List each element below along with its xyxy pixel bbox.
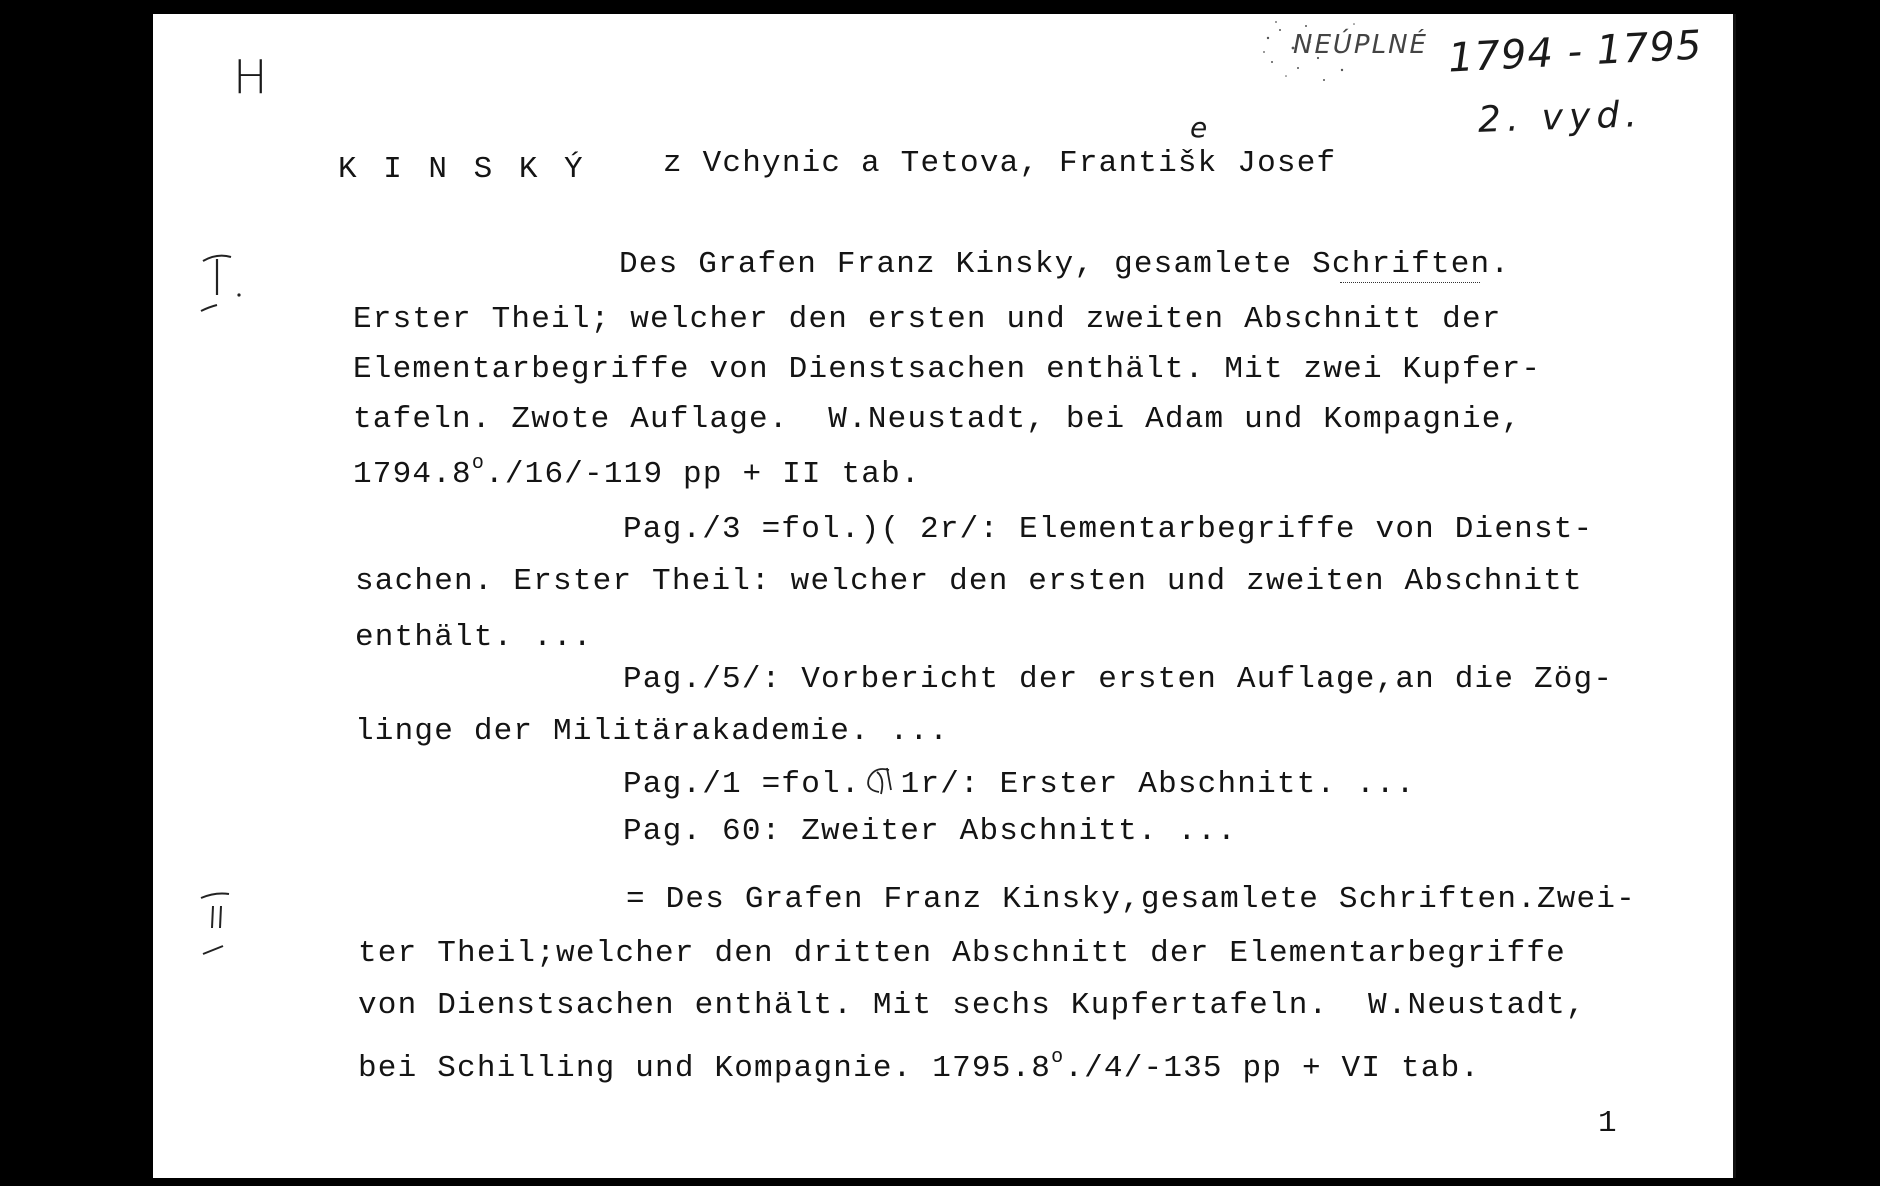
degree-mark: o <box>1051 1046 1065 1069</box>
catalog-card <box>153 14 1736 1178</box>
part-one-mark <box>195 239 265 319</box>
part1-line3: Elementarbegriffe von Dienstsachen enthält. Mit zwei Kupfer- <box>353 352 1542 387</box>
part2-line2: ter Theil;welcher den dritten Abschnitt der Elementarbegriffe <box>358 936 1566 971</box>
handwritten-years: 1794 - 1795 <box>1446 22 1704 82</box>
underline-schriften <box>1340 282 1480 283</box>
part1-line4: tafeln. Zwote Auflage. W.Neustadt, bei Adam und Kompagnie, <box>353 402 1522 437</box>
contents-1-line1: Pag./3 =fol.)( 2r/: Elementarbegriffe von Dienst- <box>623 512 1594 547</box>
heading-name: z Vchynic a Tetova, Františk Josef <box>663 146 1337 181</box>
contents-3-page: Pag./1 =fol. <box>623 767 861 802</box>
heading-surname: K I N S K Ý <box>338 152 587 187</box>
part2-line4 <box>358 1048 1480 1084</box>
contents-2-line2: linge der Militärakademie. ... <box>355 714 950 749</box>
contents-4: Pag. 60: Zweiter Abschnitt. ... <box>623 814 1237 849</box>
part1-year-format: 1794.8 <box>353 457 472 492</box>
degree-mark: o <box>471 452 486 475</box>
contents-3-title: 1r/: Erster Abschnitt. ... <box>900 767 1416 802</box>
handwritten-insert-icon <box>861 764 901 798</box>
part2-line1: = Des Grafen Franz Kinsky,gesamlete Schriften.Zwei- <box>626 882 1636 917</box>
contents-3 <box>623 764 1416 800</box>
part2-imprint: bei Schilling und Kompagnie. 1795.8 <box>358 1051 1052 1086</box>
handwritten-letter: H <box>233 50 268 104</box>
part2-line3: von Dienstsachen enthält. Mit sechs Kupfertafeln. W.Neustadt, <box>358 988 1586 1023</box>
handwritten-edition: 2. vyd. <box>1477 94 1644 141</box>
incomplete-stamp: NEÚPLNÉ <box>1293 30 1428 60</box>
part1-collation: ./16/-119 pp + II tab. <box>485 457 921 492</box>
part2-collation: ./4/-135 pp + VI tab. <box>1064 1051 1481 1086</box>
contents-1-line2: sachen. Erster Theil: welcher den ersten und zweiten Abschnitt <box>355 564 1583 599</box>
part1-line1: Des Grafen Franz Kinsky, gesamlete Schriften. <box>619 247 1511 282</box>
part1-line5 <box>353 454 921 490</box>
correction-mark: e <box>1190 111 1208 144</box>
contents-1-line3: enthält. ... <box>355 620 593 655</box>
page-number: 1 <box>1598 1106 1618 1141</box>
part1-line2: Erster Theil; welcher den ersten und zweiten Abschnitt der <box>353 302 1502 337</box>
part-two-mark <box>195 884 265 964</box>
contents-2-line1: Pag./5/: Vorbericht der ersten Auflage,an die Zög- <box>623 662 1614 697</box>
